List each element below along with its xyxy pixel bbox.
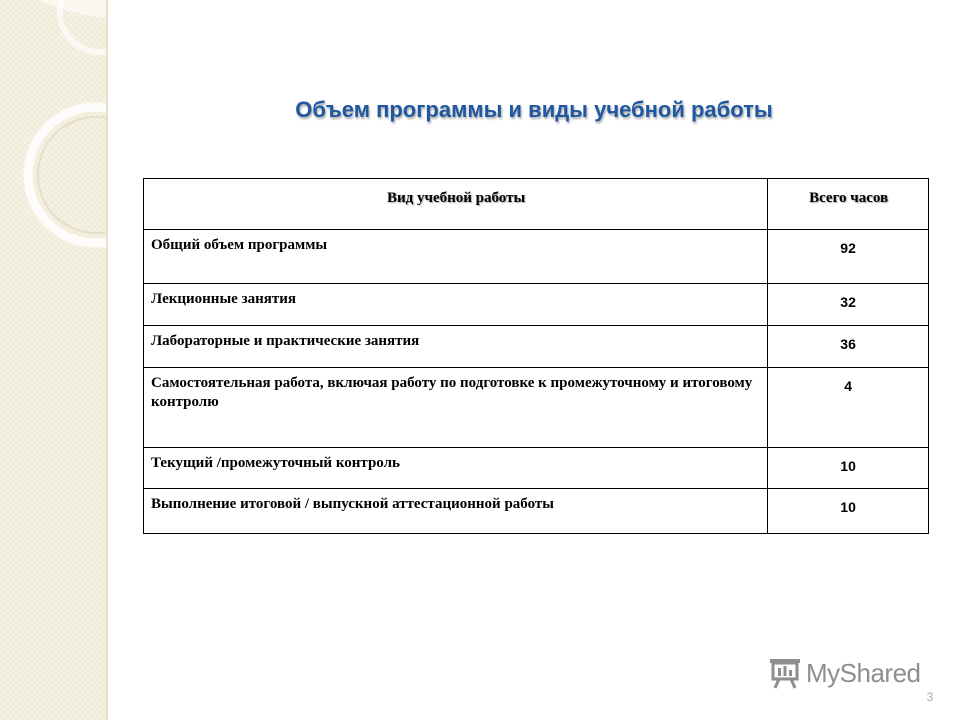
logo-text: MyShared xyxy=(806,657,921,688)
page-number: 3 xyxy=(926,690,934,704)
row-hours: 36 xyxy=(768,326,929,368)
table-row xyxy=(144,284,929,326)
myshared-logo[interactable] xyxy=(768,655,926,691)
table-row xyxy=(144,230,929,284)
row-label: Самостоятельная работа, включая работу по подготовке к промежуточному и итоговому контролю xyxy=(144,368,768,448)
row-label: Выполнение итоговой / выпускной аттестационной работы xyxy=(144,489,768,534)
page-title: Объем программы и виды учебной работы xyxy=(295,97,773,122)
table-header-row xyxy=(144,179,929,230)
row-hours: 92 xyxy=(768,230,929,284)
row-hours: 32 xyxy=(768,284,929,326)
table-row xyxy=(144,489,929,534)
presentation-board-icon xyxy=(768,657,802,689)
hours-table xyxy=(143,178,929,534)
table-row xyxy=(144,448,929,489)
decorative-rings-icon xyxy=(0,0,106,720)
row-label: Лабораторные и практические занятия xyxy=(144,326,768,368)
header-work-type: Вид учебной работы xyxy=(144,179,768,230)
header-total-hours: Всего часов xyxy=(768,179,929,230)
table-row xyxy=(144,368,929,448)
table-row xyxy=(144,326,929,368)
decorative-side-band xyxy=(0,0,106,720)
row-label: Лекционные занятия xyxy=(144,284,768,326)
row-label: Общий объем программы xyxy=(144,230,768,284)
row-hours: 10 xyxy=(768,448,929,489)
row-hours: 4 xyxy=(768,368,929,448)
row-label: Текущий /промежуточный контроль xyxy=(144,448,768,489)
row-hours: 10 xyxy=(768,489,929,534)
